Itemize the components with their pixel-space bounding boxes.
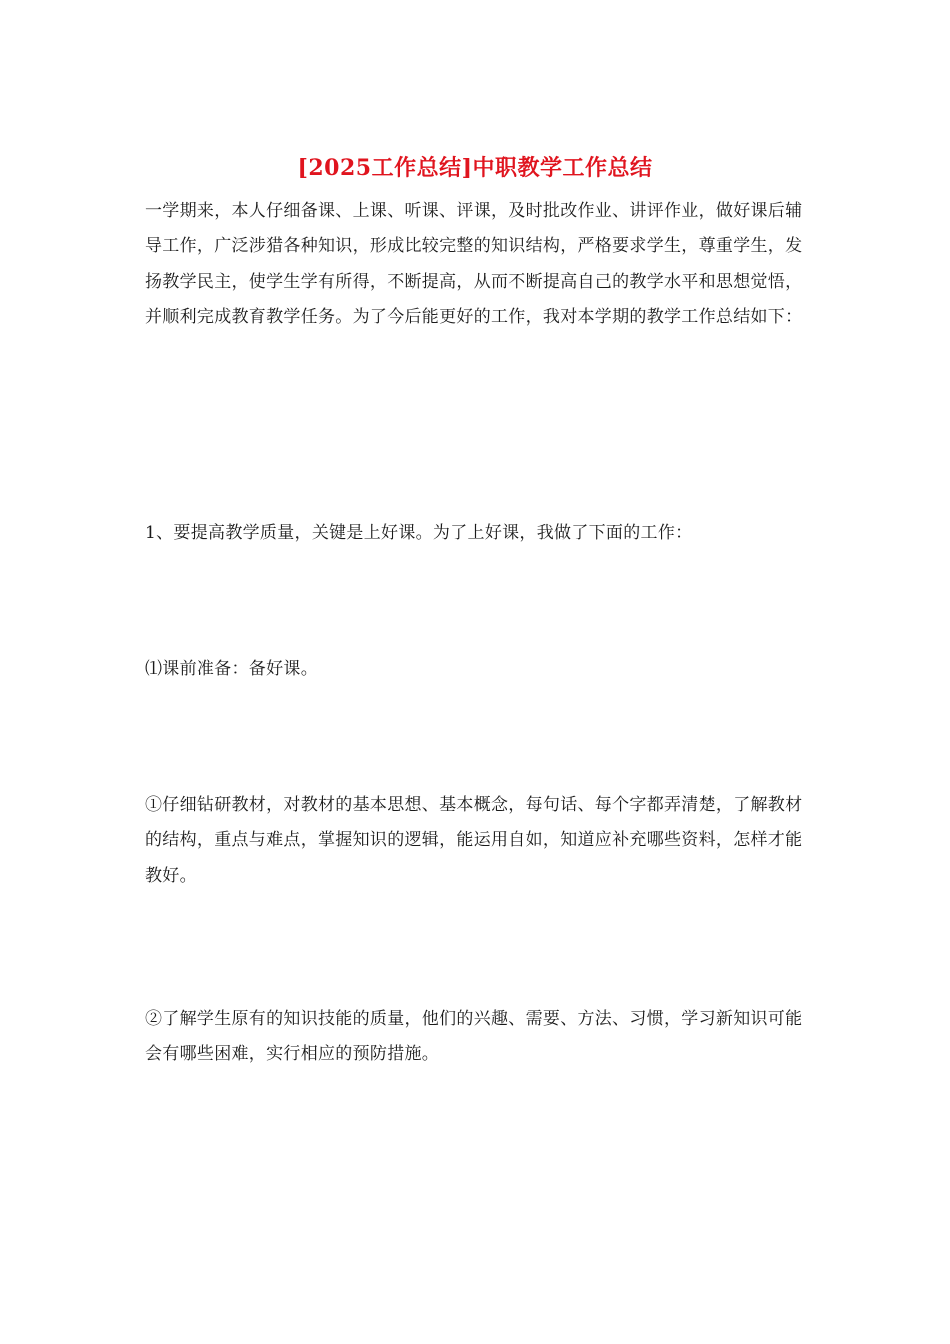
paragraph-section-1: 1、要提高教学质量，关键是上好课。为了上好课，我做了下面的工作： bbox=[145, 523, 693, 543]
paragraph-item-2: ②了解学生原有的知识技能的质量，他们的兴趣、需要、方法、习惯，学习新知识可能会有哪些困难，实行相应的预防措施。 bbox=[145, 1009, 803, 1065]
paragraph-subsection-1: ⑴课前准备：备好课。 bbox=[145, 659, 318, 679]
paragraph-item-1: ①仔细钻研教材，对教材的基本思想、基本概念，每句话、每个字都弄清楚，了解教材的结构，重点与难点，掌握知识的逻辑，能运用自如，知道应补充哪些资料，怎样才能教好。 bbox=[145, 795, 803, 886]
paragraph-intro: 一学期来，本人仔细备课、上课、听课、评课，及时批改作业、讲评作业，做好课后辅导工作，广泛涉猎各种知识，形成比较完整的知识结构，严格要求学生，尊重学生，发扬教学民主，使学生学有所得，不断提高，从而不断提高自己的教学水平和思想觉悟，并顺利完成教育教学任务。为了今后能更好的工作，我对本学期的教学工作总结如下： bbox=[145, 201, 803, 328]
document-title: [2025工作总结]中职教学工作总结 bbox=[297, 155, 653, 181]
